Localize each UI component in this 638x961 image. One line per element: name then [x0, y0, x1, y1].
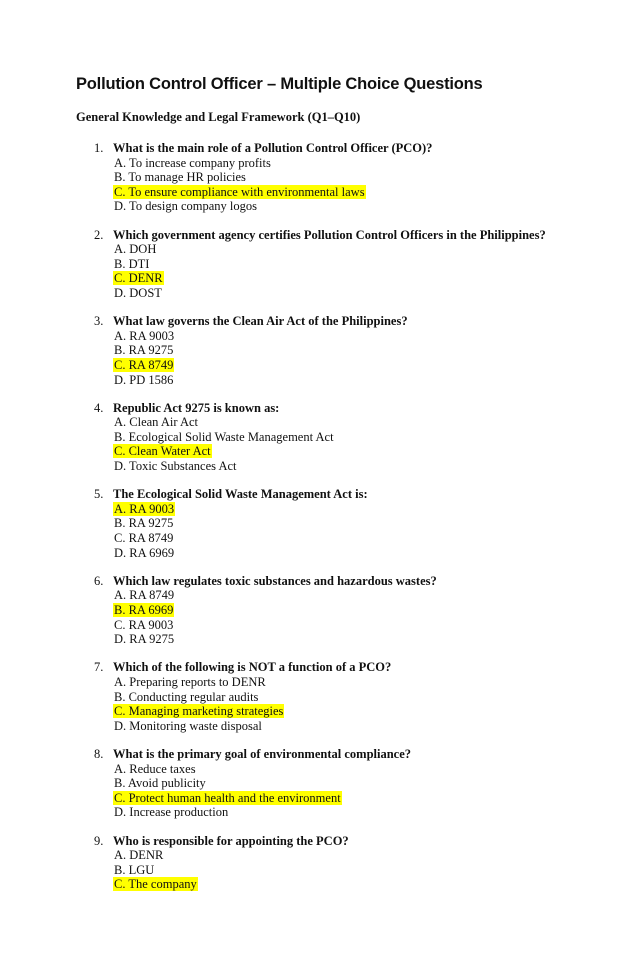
question-number: 2. [94, 227, 104, 242]
answer-option [113, 257, 616, 272]
question-item [76, 487, 616, 560]
answer-option [113, 863, 616, 878]
answer-option-label: C. RA 8749 [114, 531, 174, 546]
answer-option [113, 170, 616, 185]
answer-option [113, 632, 616, 647]
question-item [76, 834, 616, 892]
answer-option-label: A. RA 8749 [114, 588, 175, 603]
answer-option [113, 618, 616, 633]
answer-option-label: C. Protect human health and the environment [114, 790, 341, 805]
question-number: 5. [94, 487, 104, 502]
question-list [76, 141, 616, 905]
question-text: Who is responsible for appointing the PCO? [113, 833, 349, 848]
answer-option-label: B. To manage HR policies [114, 170, 246, 185]
answer-option-correct [113, 444, 616, 459]
question-text: What law governs the Clean Air Act of the Philippines? [113, 314, 408, 329]
answer-option [113, 762, 616, 777]
answer-option-label: D. Monitoring waste disposal [114, 718, 262, 733]
question-number: 1. [94, 141, 104, 155]
question-item [76, 228, 616, 301]
answer-option-label: B. Avoid publicity [114, 776, 206, 791]
answer-option-label: C. DENR [114, 271, 163, 286]
answer-option [113, 343, 616, 358]
answer-option-label: B. LGU [114, 862, 155, 877]
answer-option [113, 329, 616, 344]
answer-option-correct [113, 358, 616, 373]
answer-option-correct [113, 603, 616, 618]
answer-option [113, 430, 616, 445]
answer-option-label: A. Reduce taxes [114, 761, 196, 776]
answer-option-label: D. To design company logos [114, 199, 257, 214]
question-text: Which government agency certifies Pollution Control Officers in the Philippines? [113, 227, 546, 242]
question-text: The Ecological Solid Waste Management Act is: [113, 487, 368, 502]
answer-option [113, 546, 616, 561]
answer-option [113, 690, 616, 705]
answer-option [113, 373, 616, 388]
answer-option-label: B. RA 9275 [114, 343, 174, 358]
answer-option-label: A. Clean Air Act [114, 415, 199, 430]
answer-option-label: A. Preparing reports to DENR [114, 674, 266, 689]
answer-option [113, 286, 616, 301]
answer-option [113, 588, 616, 603]
answer-option-label: D. Increase production [114, 805, 229, 820]
answer-option-label: A. DOH [114, 242, 157, 257]
question-text: Republic Act 9275 is known as: [113, 400, 280, 415]
page-title: Pollution Control Officer – Multiple Choice Questions [76, 75, 483, 93]
answer-option-label: C. To ensure compliance with environmental laws [114, 184, 365, 199]
question-text: Which of the following is NOT a function of a PCO? [113, 660, 392, 675]
answer-option-correct [113, 185, 616, 200]
answer-option-label: C. RA 8749 [114, 357, 174, 372]
answer-option-label: D. PD 1586 [114, 372, 174, 387]
answer-option [113, 776, 616, 791]
answer-option [113, 415, 616, 430]
answer-option [113, 848, 616, 863]
question-text: Which law regulates toxic substances and hazardous wastes? [113, 573, 437, 588]
question-text: What is the main role of a Pollution Control Officer (PCO)? [113, 141, 433, 155]
answer-option-correct [113, 502, 616, 517]
answer-option-label: B. Ecological Solid Waste Management Act [114, 429, 334, 444]
section-heading: General Knowledge and Legal Framework (Q1–Q10) [76, 110, 361, 124]
question-item [76, 747, 616, 820]
question-text: What is the primary goal of environmental compliance? [113, 746, 412, 761]
question-item [76, 401, 616, 474]
answer-option-label: A. To increase company profits [114, 155, 271, 170]
question-number: 8. [94, 746, 104, 761]
answer-option-label: D. Toxic Substances Act [114, 459, 237, 474]
question-number: 3. [94, 314, 104, 329]
question-item [76, 141, 616, 214]
question-number: 4. [94, 400, 104, 415]
answer-option-label: B. RA 6969 [114, 603, 174, 617]
answer-option [113, 516, 616, 531]
answer-option-correct [113, 271, 616, 286]
answer-option-label: D. DOST [114, 285, 162, 300]
answer-option-label: C. The company [114, 877, 197, 892]
question-number: 7. [94, 660, 104, 675]
question-number: 6. [94, 573, 104, 588]
answer-option [113, 242, 616, 257]
answer-option-label: A. RA 9003 [114, 501, 175, 516]
answer-option [113, 531, 616, 546]
answer-option-label: C. Clean Water Act [114, 444, 211, 459]
answer-option-label: B. RA 9275 [114, 516, 174, 531]
answer-option-correct [113, 791, 616, 806]
question-item [76, 574, 616, 647]
answer-option [113, 805, 616, 820]
answer-option-label: B. Conducting regular audits [114, 689, 259, 704]
answer-option-label: D. RA 9275 [114, 632, 175, 647]
answer-option-correct [113, 704, 616, 719]
answer-option [113, 199, 616, 214]
answer-option [113, 459, 616, 474]
answer-option [113, 156, 616, 171]
answer-option-correct [113, 877, 616, 892]
answer-option-label: C. Managing marketing strategies [114, 704, 284, 719]
answer-option-label: B. DTI [114, 256, 150, 271]
question-item [76, 660, 616, 733]
answer-option-label: A. RA 9003 [114, 328, 175, 343]
question-number: 9. [94, 833, 104, 848]
answer-option [113, 675, 616, 690]
question-item [76, 314, 616, 387]
answer-option [113, 719, 616, 734]
answer-option-label: C. RA 9003 [114, 617, 174, 632]
answer-option-label: A. DENR [114, 848, 164, 863]
answer-option-label: D. RA 6969 [114, 545, 175, 560]
